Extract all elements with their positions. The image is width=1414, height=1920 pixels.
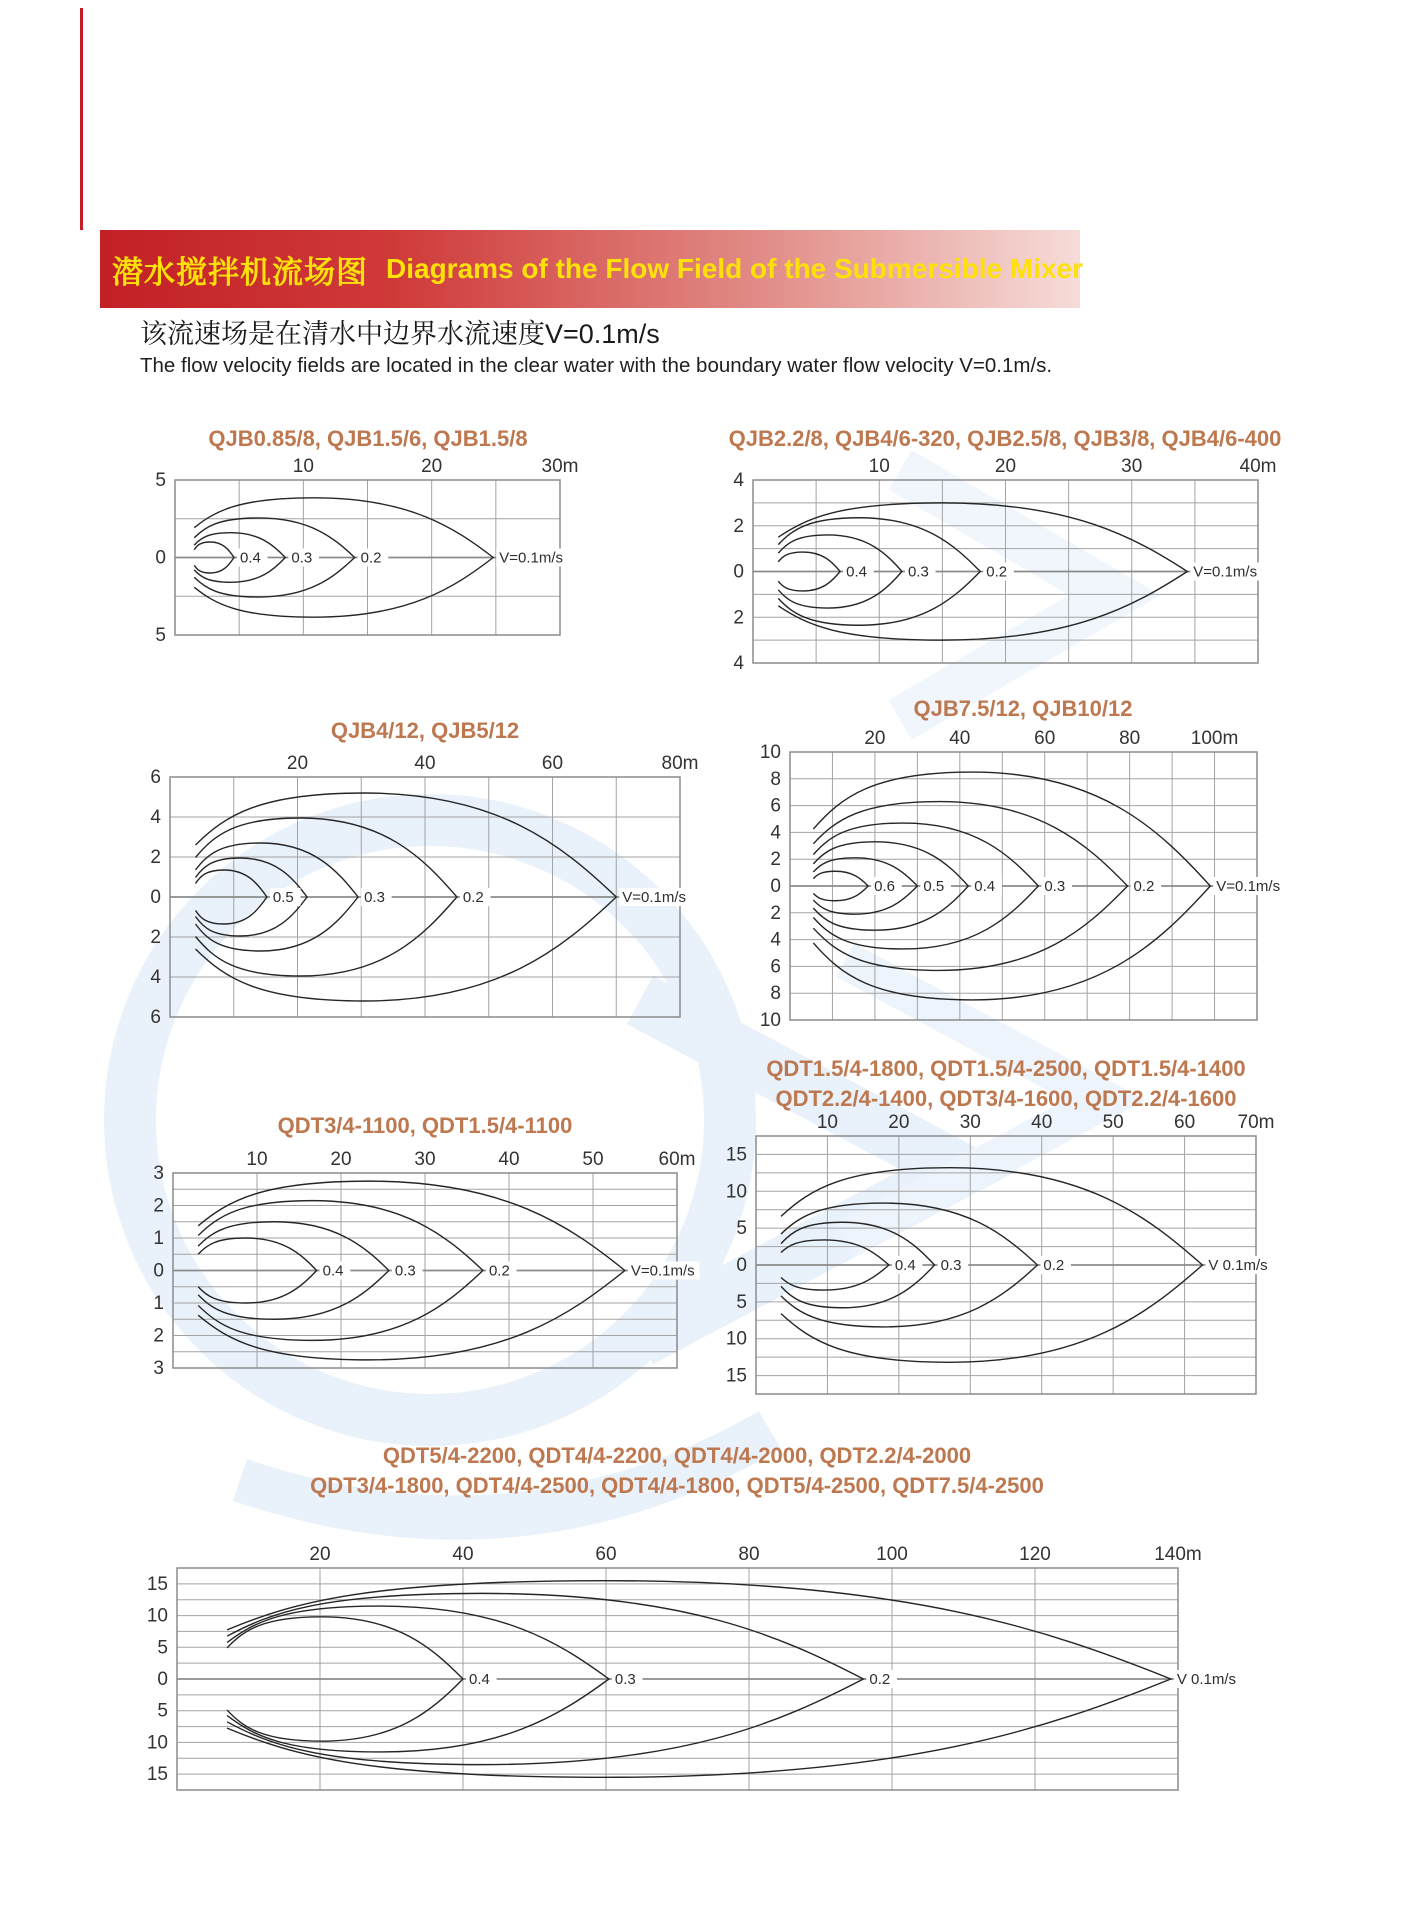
x-tick-label: 20 [864,728,886,749]
y-tick-label: 1 [153,1228,164,1249]
banner-title-zh: 潜水搅拌机流场图 [112,254,368,290]
contour-velocity-label: V=0.1m/s [1216,878,1281,895]
contour-velocity-label: 0.3 [940,1257,962,1274]
y-tick-label: 10 [146,1732,168,1754]
y-tick-label: 5 [155,470,166,491]
y-tick-label: 4 [733,653,744,674]
x-tick-label: 60 [595,1544,617,1565]
x-tick-label: 20 [421,456,443,477]
x-tick-label: 100 [876,1544,908,1565]
contour-velocity-label: V=0.1m/s [622,889,687,906]
y-tick-label: 10 [146,1605,168,1627]
y-tick-label: 6 [770,795,781,817]
contour-velocity-label: 0.4 [469,1671,490,1688]
contour-velocity-label: 0.6 [874,878,895,895]
y-tick-label: 10 [759,1010,781,1031]
intro-text-en: The flow velocity fields are located in the clear water with the boundary water flow velocity V=0.1m/s. [140,354,1053,377]
x-tick-label: 20 [888,1112,910,1133]
flow-chart-plot-5 [708,1102,1336,1408]
x-tick-label: 30 [414,1149,436,1170]
x-tick-label: 140m [1154,1544,1202,1565]
y-tick-label: 2 [770,902,781,924]
contour-velocity-label: V=0.1m/s [1193,563,1258,581]
contour-velocity-label: 0.4 [322,1262,344,1280]
x-tick-label: 80 [738,1544,760,1565]
x-tick-label: 40 [949,728,971,749]
flow-chart-plot-6 [129,1534,1258,1804]
intro-text-zh: 该流速场是在清水中边界水流速度V=0.1m/s [140,319,660,349]
contour-velocity-label: 0.3 [291,549,313,567]
flow-chart-plot-3 [742,718,1337,1034]
x-tick-label: 20 [309,1544,331,1565]
chart-title-5-line-1: QDT2.2/4-1400, QDT3/4-1600, QDT2.2/4-1600 [775,1086,1237,1111]
y-tick-label: 2 [153,1195,164,1217]
y-tick-label: 0 [770,876,781,897]
x-tick-label: 80 [1119,728,1141,749]
contour-velocity-label: 0.4 [846,563,867,581]
y-tick-label: 6 [770,956,781,978]
x-tick-label: 50 [582,1149,604,1170]
y-tick-label: 4 [733,470,744,491]
flow-chart-plot-4 [125,1139,757,1382]
x-tick-label: 40 [1031,1112,1053,1133]
y-tick-label: 15 [146,1573,168,1595]
contour-velocity-label: 0.3 [1044,878,1066,895]
y-tick-label: 15 [146,1764,168,1786]
y-tick-label: 2 [770,849,781,871]
y-tick-label: 0 [155,547,166,569]
x-tick-label: 100m [1190,728,1239,749]
y-tick-label: 10 [759,742,781,763]
x-tick-label: 10 [868,456,890,477]
x-tick-label: 60 [541,753,564,774]
x-tick-label: 40m [1239,456,1277,477]
y-tick-label: 5 [157,1637,168,1659]
contour-velocity-label: 0.2 [360,549,382,567]
contour-velocity-label: V=0.1m/s [630,1262,695,1280]
contour-velocity-label: 0.4 [240,549,261,567]
y-tick-label: 5 [736,1218,747,1240]
x-tick-label: 40 [452,1544,474,1565]
y-tick-label: 0 [736,1255,747,1276]
x-tick-label: 20 [330,1149,352,1170]
contour-velocity-label: V=0.1m/s [499,549,564,567]
contour-velocity-label: V 0.1m/s [1208,1257,1268,1274]
chart-title-0-line-0: QJB0.85/8, QJB1.5/6, QJB1.5/8 [208,426,528,451]
contour-velocity-label: 0.3 [364,889,385,906]
y-tick-label: 6 [150,1007,161,1028]
y-tick-label: 2 [733,607,744,629]
chart-title-6-line-0: QDT5/4-2200, QDT4/4-2200, QDT4/4-2000, QDT2.2/4-2000 [382,1443,972,1468]
contour-velocity-label: 0.2 [1133,878,1155,895]
contour-velocity-label: 0.3 [907,563,929,581]
section-banner [100,230,1084,308]
x-tick-label: 30 [959,1112,981,1133]
contour-velocity-label: 0.4 [894,1257,916,1274]
contour-velocity-label: 0.5 [272,889,294,906]
y-tick-label: 4 [150,967,161,988]
y-tick-label: 2 [153,1325,164,1347]
x-tick-label: 60 [1034,728,1056,749]
x-tick-label: 20 [994,456,1017,477]
x-tick-label: 50 [1102,1112,1124,1133]
y-tick-label: 10 [725,1328,747,1350]
y-tick-label: 3 [153,1358,164,1379]
contour-velocity-label: 0.2 [462,889,484,906]
x-tick-label: 60m [658,1149,696,1170]
chart-title-3-line-0: QJB7.5/12, QJB10/12 [913,696,1133,721]
y-tick-label: 4 [150,807,161,828]
x-tick-label: 30 [1121,456,1143,477]
y-tick-label: 5 [736,1291,747,1313]
y-tick-label: 2 [733,515,744,537]
x-tick-label: 10 [292,456,314,477]
chart-title-1-line-0: QJB2.2/8, QJB4/6-320, QJB2.5/8, QJB3/8, QJB4/6-400 [728,426,1282,451]
y-tick-label: 3 [153,1163,164,1184]
contour-velocity-label: V 0.1m/s [1176,1671,1237,1688]
x-tick-label: 80m [661,753,699,774]
y-tick-label: 8 [770,983,781,1005]
contour-velocity-label: 0.3 [614,1671,636,1688]
y-tick-label: 6 [150,767,161,788]
contour-velocity-label: 0.2 [869,1671,891,1688]
flow-chart-plot-1 [705,446,1338,677]
flow-chart-plot-2 [122,743,760,1031]
y-tick-label: 4 [770,929,781,951]
y-tick-label: 0 [733,561,744,583]
y-tick-label: 5 [157,1700,168,1722]
y-tick-label: 15 [725,1365,747,1387]
chart-title-2-line-0: QJB4/12, QJB5/12 [330,718,520,743]
y-tick-label: 10 [725,1181,747,1203]
chart-title-5-line-0: QDT1.5/4-1800, QDT1.5/4-2500, QDT1.5/4-1400 [766,1056,1246,1081]
x-tick-label: 40 [498,1149,520,1170]
y-tick-label: 2 [150,927,161,948]
banner-title-en: Diagrams of the Flow Field of the Submersible Mixer [386,253,1084,284]
contour-velocity-label: 0.5 [923,878,945,895]
contour-velocity-label: 0.4 [974,878,996,895]
x-tick-label: 20 [286,753,309,774]
x-tick-label: 120 [1019,1544,1051,1565]
contour-velocity-label: 0.2 [986,563,1008,581]
x-tick-label: 40 [414,753,436,774]
y-tick-label: 5 [155,625,166,646]
y-tick-label: 0 [157,1669,168,1690]
y-tick-label: 2 [150,847,161,868]
page-edge-mark [80,8,83,230]
y-tick-label: 0 [153,1260,164,1282]
y-tick-label: 8 [770,768,781,790]
y-tick-label: 4 [770,822,781,844]
x-tick-label: 10 [816,1112,838,1133]
y-tick-label: 0 [150,887,161,908]
flow-chart-plot-0 [127,446,640,649]
x-tick-label: 70m [1237,1112,1275,1133]
contour-velocity-label: 0.3 [394,1262,416,1280]
y-tick-label: 15 [725,1144,747,1166]
x-tick-label: 10 [246,1149,268,1170]
contour-velocity-label: 0.2 [488,1262,510,1280]
chart-title-6-line-1: QDT3/4-1800, QDT4/4-2500, QDT4/4-1800, QDT5/4-2500, QDT7.5/4-2500 [310,1473,1044,1498]
contour-velocity-label: 0.2 [1043,1257,1065,1274]
x-tick-label: 30m [541,456,579,477]
x-tick-label: 60 [1174,1112,1196,1133]
y-tick-label: 1 [153,1293,164,1314]
chart-title-4-line-0: QDT3/4-1100, QDT1.5/4-1100 [277,1113,573,1138]
